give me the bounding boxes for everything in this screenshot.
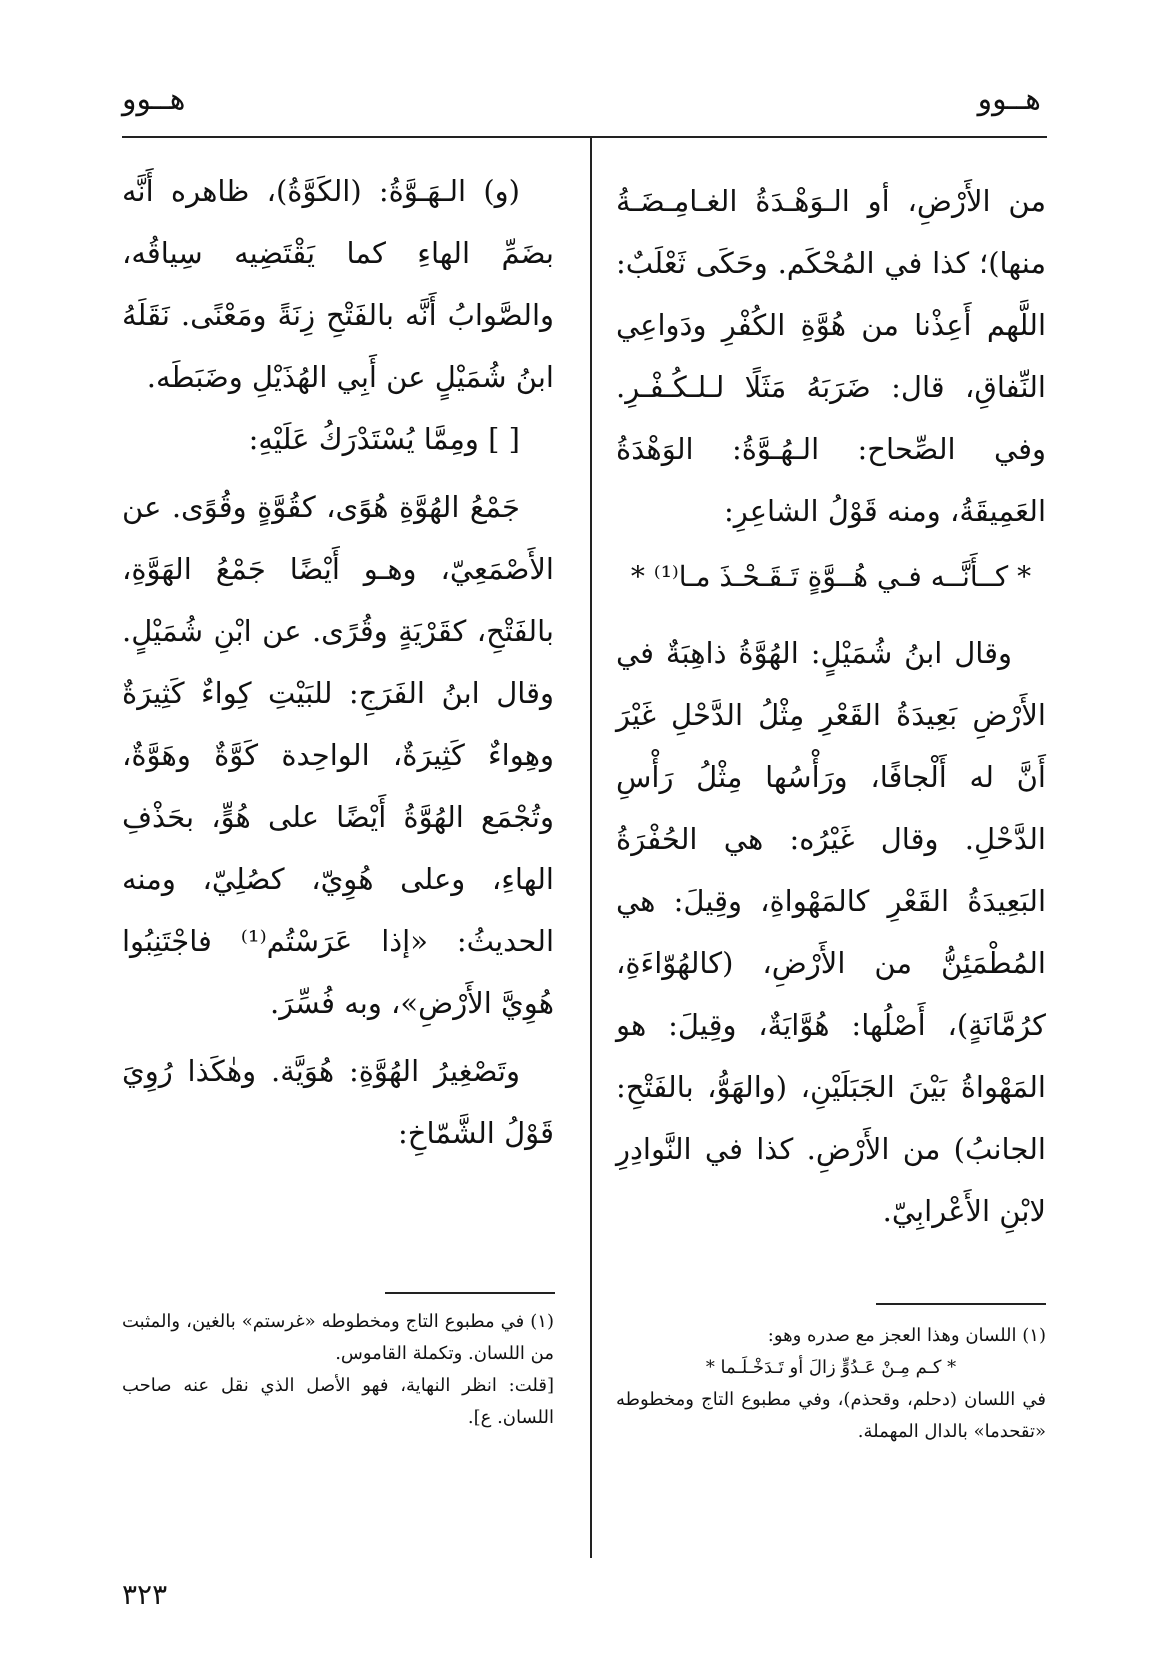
column-divider bbox=[590, 138, 592, 1558]
footnote-right-1-continued: في اللسان (دحلم، وقحذم)، وفي مطبوع التاج ومخطوطه «تقحدما» بالدال المهملة. bbox=[616, 1389, 1046, 1442]
running-head-left: هــوو bbox=[122, 82, 186, 117]
page-number: ٣٢٣ bbox=[122, 1578, 168, 1611]
left-paragraph-3: جَمْعُ الهُوَّةِ هُوًى، كقُوَّةٍ وقُوًى. عن الأَصْمَعِيّ، وهـو أَيْضًا جَمْعُ الهَوَّةِ، بالفَتْحِ، كقَرْيَةٍ وقُرًى. عن ابْنِ شُمَيْلٍ. وقال ابنُ الفَرَجِ: للبَيْتِ كِواءٌ كَثِيرَةٌ وهِواءٌ كَثِيرَةٌ، الواحِدة كَوَّةٌ وهَوَّةٌ، وتُجْمَع الهُوَّةُ أَيْضًا على هُوٍّ، بحَذْفِ الهاءِ، وعلى هُوِيّ، كصُلِيّ، ومنه الحديثُ: «إذا عَرَسْتُم⁽¹⁾ فاجْتَنِبُوا هُوِيَّ الأَرْضِ»، وبه فُسِّرَ. bbox=[122, 490, 555, 1020]
right-column bbox=[616, 170, 1046, 1242]
right-paragraph-2: وقال ابنُ شُمَيْلٍ: الهُوَّةُ ذاهِبَةٌ في الأَرْضِ بَعِيدَةُ القَعْرِ مِثْلُ الدَّحْلِ غَيْرَ أَنَّ له أَلْجافًا، ورَأْسُها مِثْلُ رَأْسِ الدَّحْلِ. وقال غَيْرُه: هي الحُفْرَةُ البَعِيدَةُ القَعْرِ كالمَهْواةِ، وقِيلَ: هي المُطْمَئِنُّ من الأَرْضِ، (كالهُوّاءَةِ، كرُمَّانَةٍ)، أَصْلُها: هُوَّايَةٌ، وقِيلَ: هو المَهْواةُ بَيْنَ الجَبَلَيْنِ، (والهَوُّ، بالفَتْحِ: الجانبُ) من الأَرْضِ. كذا في النَّوادِرِ لابْنِ الأَعْرابِيّ. bbox=[616, 636, 1046, 1228]
footnotes-left bbox=[122, 1306, 554, 1434]
footnote-right-1: (١) اللسان وهذا العجز مع صدره وهو: bbox=[767, 1325, 1046, 1346]
footnotes-right bbox=[616, 1320, 1046, 1448]
right-paragraph-1: من الأَرْضِ، أو الـوَهْـدَةُ الغـامِـضَـةُ منها)؛ كذا في المُحْكَم. وحَكَى ثَعْلَبٌ: اللَّهم أَعِذْنا من هُوَّةِ الكُفْرِ ودَواعِي النِّفاقِ، قال: ضَرَبَهُ مَثَلًا لـلـكُـفْـرِ. وفي الصِّحاح: الـهُـوَّةُ: الوَهْدَةُ العَمِيقَةُ، ومنه قَوْلُ الشاعِرِ: bbox=[616, 184, 1046, 528]
footnote-right-verse: * كـم مِـنْ عَـدُوٍّ زالَ أو تَـدَخْـلَـما * bbox=[705, 1357, 957, 1378]
footnote-rule-left bbox=[385, 1292, 555, 1294]
running-head-right: هــوو bbox=[977, 82, 1041, 117]
footnote-left-1: (١) في مطبوع التاج ومخطوطه «غرستم» بالغين، والمثبت من اللسان. وتكملة القاموس. bbox=[122, 1311, 554, 1364]
left-column bbox=[122, 160, 554, 1164]
right-verse: * كــأَنَّــه فـي هُــوَّةٍ تَـقَـحْـذَ مـا⁽¹⁾ * bbox=[630, 560, 1032, 593]
header-rule bbox=[122, 136, 1047, 138]
left-paragraph-1: (و) الـهَـوَّةُ: (الكَوَّةُ)، ظاهره أَنَّه بضَمِّ الهاءِ كما يَقْتَضِيه سِياقُه، والصَّوابُ أَنَّه بالفَتْحِ زِنَةً ومَعْنًى. نَقَلَهُ ابنُ شُمَيْلٍ عن أَبِي الهُذَيْلِ وضَبَطَه. bbox=[122, 174, 554, 394]
left-paragraph-4: وتَصْغِيرُ الهُوَّةِ: هُوَيَّة. وهٰكَذا رُوِيَ قَوْلُ الشَّمّاخِ: bbox=[122, 1054, 554, 1150]
footnote-rule-right bbox=[876, 1303, 1046, 1305]
left-paragraph-2: [ ] ومِمَّا يُسْتَدْرَكُ عَلَيْهِ: bbox=[248, 422, 520, 456]
footnote-left-2: [قلت: انظر النهاية، فهو الأصل الذي نقل عنه صاحب اللسان. ع]. bbox=[122, 1375, 554, 1428]
